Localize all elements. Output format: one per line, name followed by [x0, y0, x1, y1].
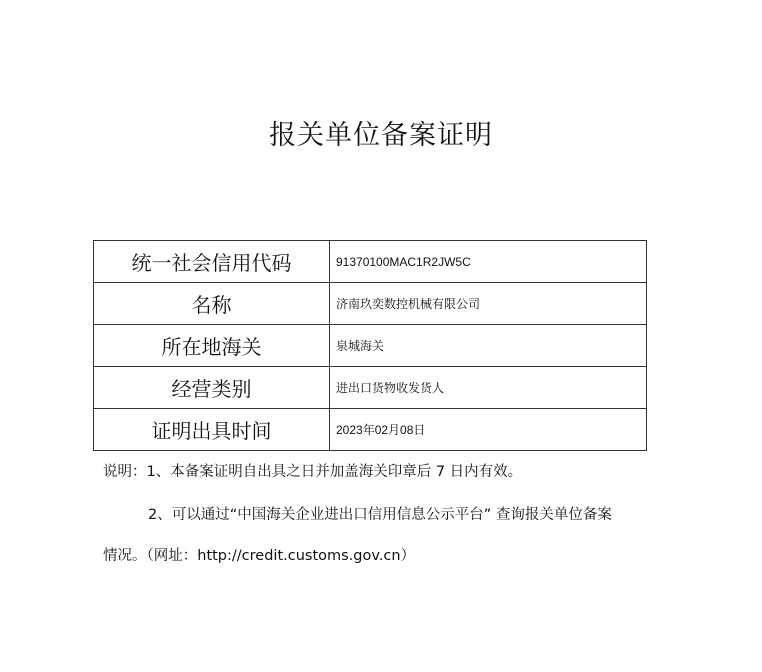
name-label: 名称 — [94, 283, 330, 325]
table-row — [94, 283, 647, 325]
page-title: 报关单位备案证明 — [269, 120, 493, 151]
issue-date-label: 证明出具时间 — [94, 409, 330, 451]
table-row — [94, 367, 647, 409]
customs-label: 所在地海关 — [94, 325, 330, 367]
note-line-2: 2、可以通过“中国海关企业进出口信用信息公示平台” 查询报关单位备案 — [148, 507, 612, 523]
table-row — [94, 241, 647, 283]
business-category-value: 进出口货物收发货人 — [330, 367, 647, 409]
customs-value: 泉城海关 — [330, 325, 647, 367]
table-row — [94, 409, 647, 451]
business-category-label: 经营类别 — [94, 367, 330, 409]
issue-date-value: 2023年02月08日 — [330, 409, 647, 451]
name-value: 济南玖奕数控机械有限公司 — [330, 283, 647, 325]
credit-code-label: 统一社会信用代码 — [94, 241, 330, 283]
credit-code-value: 91370100MAC1R2JW5C — [330, 241, 647, 283]
certificate-table — [93, 240, 647, 451]
note-line-3: 情况。（网址：http://credit.customs.gov.cn） — [103, 548, 416, 564]
note-line-1: 说明：1、本备案证明自出具之日并加盖海关印章后 7 日内有效。 — [103, 464, 523, 480]
table-row — [94, 325, 647, 367]
